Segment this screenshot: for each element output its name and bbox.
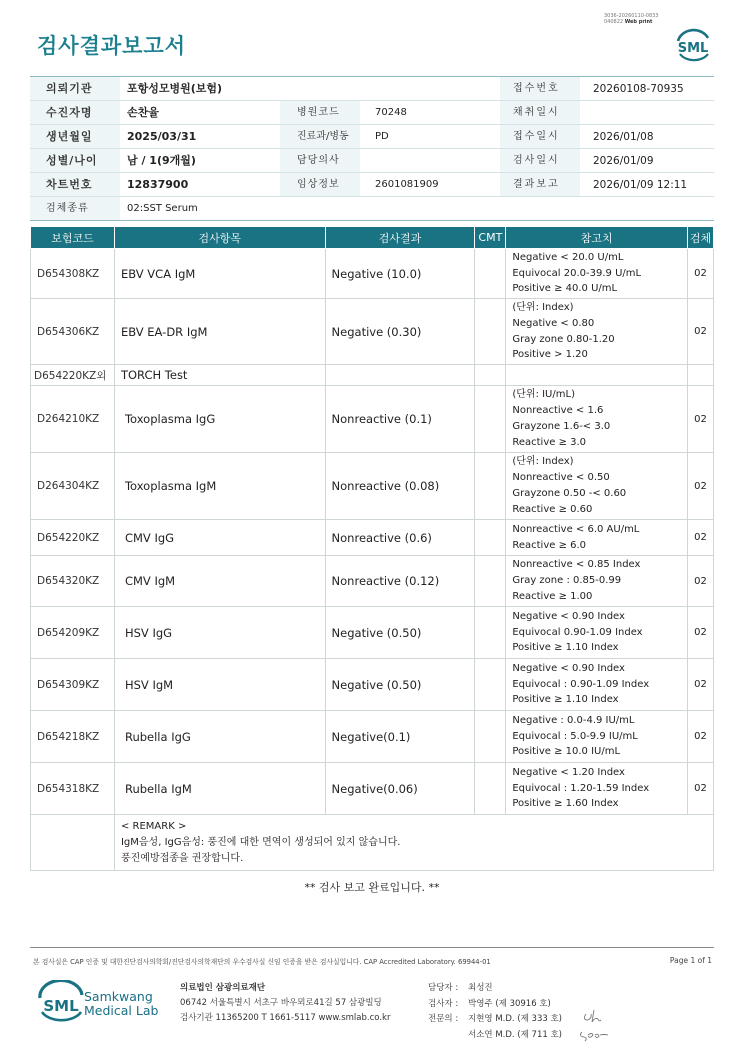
info-row <box>30 77 714 101</box>
reception-no-label: 접수번호 <box>513 83 560 94</box>
cmt <box>475 520 506 556</box>
insurance-code: D654320KZ <box>31 556 115 607</box>
staff-row: 담당자 : 최성진 <box>428 983 493 993</box>
table-row <box>31 249 714 299</box>
remark-row <box>31 815 714 871</box>
cmt <box>475 365 506 386</box>
dept-value: PD <box>375 131 389 142</box>
test-item: HSV IgM <box>124 677 174 692</box>
report-code: 3036-20260110-0833 040822 Web print <box>604 13 659 25</box>
reference-range: Nonreactive < 6.0 AU/mL Reactive ≥ 6.0 <box>506 520 688 556</box>
page-number: Page 1 of 1 <box>669 956 712 965</box>
test-item: Rubella IgG <box>124 729 191 744</box>
cmt <box>475 556 506 607</box>
test-item: HSV IgG <box>124 625 173 640</box>
test-item: CMV IgM <box>124 574 176 588</box>
test-item: EBV EA-DR IgM <box>114 299 325 365</box>
info-row <box>30 149 714 173</box>
specimen: 02 <box>687 607 713 659</box>
birth-value: 2025/03/31 <box>127 130 197 143</box>
patient-value: 손찬율 <box>127 106 159 119</box>
clinical-value: 2601081909 <box>375 179 439 190</box>
cmt <box>475 453 506 520</box>
test-result: Nonreactive (0.12) <box>325 556 475 607</box>
svg-text:SML: SML <box>677 41 709 56</box>
reference-range: (단위: Index) Nonreactive < 0.50 Grayzone 0.50 -< 0.60 Reactive ≥ 0.60 <box>506 453 688 520</box>
test-result: Nonreactive (0.08) <box>325 453 475 520</box>
test-result: Negative(0.06) <box>325 763 475 815</box>
test-date-value: 2026/01/09 <box>593 155 654 167</box>
reference-range: (단위: IU/mL) Nonreactive < 1.6 Grayzone 1.6-< 3.0 Reactive ≥ 3.0 <box>506 386 688 453</box>
results-table <box>30 226 714 871</box>
specimen-label: 검체종류 <box>46 203 89 214</box>
report-complete-text: ** 검사 보고 완료입니다. ** <box>304 881 440 894</box>
sex-age-value: 남 / 1(9개월) <box>127 154 196 167</box>
reference-range: Negative < 1.20 Index Equivocal : 1.20-1.59 Index Positive ≥ 1.60 Index <box>506 763 688 815</box>
test-result: Negative (10.0) <box>325 249 475 299</box>
report-date-value: 2026/01/09 12:11 <box>593 179 688 191</box>
test-item: Toxoplasma IgG <box>124 412 216 426</box>
col-header: 검체 <box>687 227 713 249</box>
specimen <box>687 365 713 386</box>
sex-age-label: 성별/나이 <box>46 154 98 167</box>
staff-info <box>428 981 562 1043</box>
specimen: 02 <box>687 556 713 607</box>
col-header: 참고치 <box>506 227 688 249</box>
test-result: Nonreactive (0.1) <box>325 386 475 453</box>
test-result: Negative(0.1) <box>325 711 475 763</box>
test-result: Negative (0.50) <box>325 659 475 711</box>
hospital-code-value: 70248 <box>375 107 407 118</box>
remark: < REMARK > IgM음성, IgG음성: 풍진에 대한 면역이 생성되어 있지 않습니다. 풍진예방접종을 권장합니다. <box>114 815 713 871</box>
client-label: 의뢰기관 <box>46 82 93 95</box>
col-header: 검사항목 <box>114 227 325 249</box>
col-header: 검사결과 <box>325 227 475 249</box>
receipt-date-value: 2026/01/08 <box>593 131 654 143</box>
staff-row: 서소연 M.D. (제 711 호) <box>468 1029 563 1040</box>
patient-label: 수진자명 <box>46 106 93 119</box>
test-result: Negative (0.30) <box>325 299 475 365</box>
table-row <box>31 453 714 520</box>
cmt <box>475 386 506 453</box>
specimen: 02 <box>687 453 713 520</box>
report-date-label: 결과보고 <box>513 179 560 190</box>
specimen-value: 02:SST Serum <box>127 203 198 214</box>
insurance-code: D654308KZ <box>31 249 115 299</box>
specimen: 02 <box>687 249 713 299</box>
test-item: Toxoplasma IgM <box>124 479 217 493</box>
reference-range: Negative < 0.90 Index Equivocal 0.90-1.09 Index Positive ≥ 1.10 Index <box>506 607 688 659</box>
table-header <box>31 227 714 249</box>
sml-logo-icon <box>36 980 86 1024</box>
reference-range: Negative < 0.90 Index Equivocal : 0.90-1.09 Index Positive ≥ 1.10 Index <box>506 659 688 711</box>
doctor-label: 담당의사 <box>297 155 340 166</box>
staff-row: 검사자 : 박영주 (제 30916 호) <box>428 998 551 1009</box>
dept-label: 진료과/병동 <box>297 131 349 142</box>
table-row <box>31 365 714 386</box>
insurance-code: D654218KZ <box>31 711 115 763</box>
insurance-code: D654220KZ외 <box>31 365 115 386</box>
reference-range: Nonreactive < 0.85 Index Gray zone : 0.85-0.99 Reactive ≥ 1.00 <box>506 556 688 607</box>
table-row <box>31 763 714 815</box>
test-item: EBV VCA IgM <box>114 249 325 299</box>
insurance-code: D654209KZ <box>31 607 115 659</box>
specimen: 02 <box>687 386 713 453</box>
brand-name: Samkwang Medical Lab <box>84 989 159 1018</box>
patient-info <box>30 76 714 221</box>
info-row <box>30 101 714 125</box>
reference-range <box>506 365 688 386</box>
receipt-date-label: 접수일시 <box>513 131 560 142</box>
insurance-code: D654220KZ <box>31 520 115 556</box>
table-row <box>31 659 714 711</box>
insurance-code: D654309KZ <box>31 659 115 711</box>
test-date-label: 검사일시 <box>513 155 560 166</box>
accreditation-note: 본 검사실은 CAP 인증 및 대한진단검사의학회/진단검사의학재단의 우수검사실 신임 인증을 받은 검사실입니다. CAP Accredited Laboratory. 69944-01 <box>33 958 491 966</box>
info-row <box>30 125 714 149</box>
organization-info: 의료법인 삼광의료재단 06742 서울특별시 서초구 바우뫼로41길 57 삼광빌딩 검사기관 11365200 T 1661-5117 www.smlab.co.kr <box>180 983 391 1023</box>
sml-logo-icon <box>672 24 714 64</box>
test-result: Negative (0.50) <box>325 607 475 659</box>
reference-range: Negative < 20.0 U/mL Equivocal 20.0-39.9 U/mL Positive ≥ 40.0 U/mL <box>506 249 688 299</box>
specimen: 02 <box>687 299 713 365</box>
cmt <box>475 249 506 299</box>
test-item: TORCH Test <box>114 365 325 386</box>
footer-divider <box>30 947 714 948</box>
table-row <box>31 607 714 659</box>
col-header: 보험코드 <box>31 227 115 249</box>
reception-no-value: 20260108-70935 <box>593 83 684 95</box>
client-value: 포항성모병원(보험) <box>127 82 223 95</box>
col-header: CMT <box>475 227 506 249</box>
table-row <box>31 556 714 607</box>
reference-range: (단위: Index) Negative < 0.80 Gray zone 0.80-1.20 Positive > 1.20 <box>506 299 688 365</box>
info-row <box>30 173 714 197</box>
test-item: Rubella IgM <box>124 781 192 796</box>
test-item: CMV IgG <box>124 530 175 545</box>
insurance-code: D654306KZ <box>31 299 115 365</box>
cmt <box>475 763 506 815</box>
test-result: Nonreactive (0.6) <box>325 520 475 556</box>
svg-text:SML: SML <box>43 997 79 1015</box>
specimen: 02 <box>687 520 713 556</box>
test-result <box>325 365 475 386</box>
signature-icon <box>578 1006 612 1042</box>
clinical-label: 임상정보 <box>297 179 340 190</box>
cmt <box>475 711 506 763</box>
collect-date-label: 채취일시 <box>513 107 560 118</box>
staff-row: 전문의 : 지현영 M.D. (제 333 호) <box>428 1014 563 1024</box>
info-row <box>30 197 714 220</box>
cmt <box>475 299 506 365</box>
hospital-code-label: 병원코드 <box>297 107 340 118</box>
chart-value: 12837900 <box>127 178 189 191</box>
table-row <box>31 386 714 453</box>
specimen: 02 <box>687 711 713 763</box>
insurance-code: D264210KZ <box>31 386 115 453</box>
cmt <box>475 607 506 659</box>
cmt <box>475 659 506 711</box>
specimen: 02 <box>687 763 713 815</box>
birth-label: 생년월일 <box>46 130 93 143</box>
insurance-code: D654318KZ <box>31 763 115 815</box>
insurance-code: D264304KZ <box>31 453 115 520</box>
page-title: 검사결과보고서 <box>37 34 187 58</box>
table-row <box>31 299 714 365</box>
table-row <box>31 711 714 763</box>
chart-label: 차트번호 <box>46 178 93 191</box>
table-row <box>31 520 714 556</box>
reference-range: Negative : 0.0-4.9 IU/mL Equivocal : 5.0-9.9 IU/mL Positive ≥ 10.0 IU/mL <box>506 711 688 763</box>
specimen: 02 <box>687 659 713 711</box>
